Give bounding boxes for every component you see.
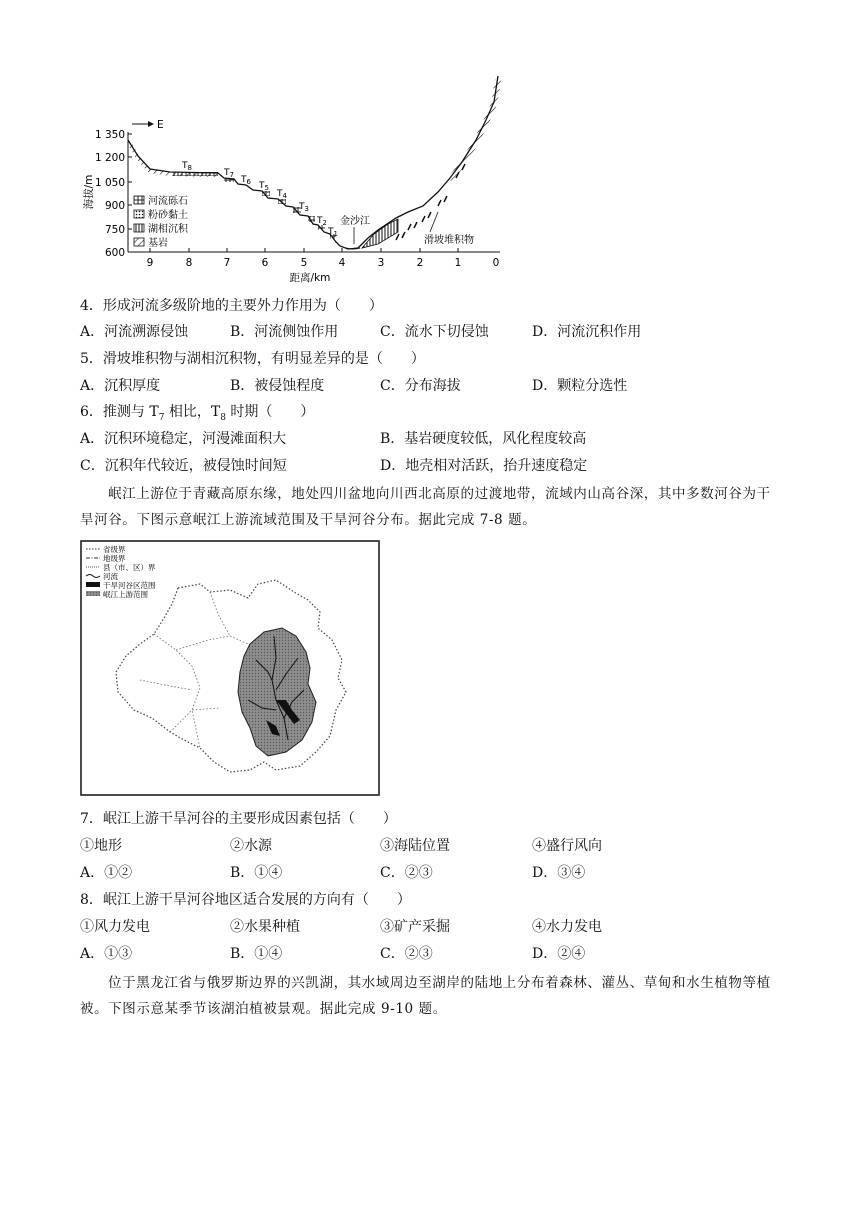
map-legend-item: 岷江上游范围: [103, 590, 148, 599]
q6-stem: 6．推测与 $T_7$ 相比，$T_8$ 时期（ ）: [80, 404, 315, 423]
q5-option-b[interactable]: B．被侵蚀程度: [230, 378, 325, 394]
legend-item: 湖相沉积: [148, 224, 188, 235]
svg-text:0: 0: [492, 257, 500, 269]
terrace-label: $T_3$: [299, 202, 309, 213]
gravel-layer: [173, 172, 218, 176]
q7-option-a[interactable]: A．①②: [80, 865, 133, 881]
svg-text:6: 6: [261, 257, 269, 269]
terrace-label: $T_6$: [241, 175, 251, 186]
minjiang-map-figure: [80, 540, 380, 796]
map-legend-item: 县（市、区）界: [103, 563, 156, 572]
q8-factor-4: ④水力发电: [532, 919, 602, 935]
q6-option-c[interactable]: C．沉积年代较近，被侵蚀时间短: [80, 458, 287, 474]
q8-option-d[interactable]: D．②④: [532, 946, 586, 962]
q8-option-b[interactable]: B．①④: [230, 946, 283, 962]
q8-factor-2: ②水果种植: [230, 919, 300, 935]
x-ticks: [147, 248, 500, 269]
terrace-label: $T_2$: [317, 216, 327, 227]
landslide-label: 滑坡堆积物: [424, 235, 474, 246]
q8-option-a[interactable]: A．①③: [80, 946, 133, 962]
y-ticks: [95, 129, 132, 259]
x-axis-label: 距离/km: [289, 272, 331, 284]
terrace-label: $T_5$: [259, 181, 269, 192]
map-legend-item: 地级界: [103, 554, 126, 563]
svg-text:5: 5: [300, 257, 308, 269]
map-legend-item: 河流: [103, 572, 118, 581]
svg-text:3: 3: [377, 257, 385, 269]
map-legend-item: 省级界: [103, 545, 126, 554]
y-axis-label: 海拔/m: [83, 174, 95, 210]
q4-option-b[interactable]: B．河流侧蚀作用: [230, 324, 339, 340]
q7-factor-1: ①地形: [80, 838, 122, 854]
q7-factor-3: ③海陆位置: [380, 838, 450, 854]
svg-text:1: 1: [454, 257, 462, 269]
svg-text:9: 9: [146, 257, 154, 269]
q7-factor-2: ②水源: [230, 838, 272, 854]
terrace-label: $T_8$: [182, 161, 192, 172]
q4-option-a[interactable]: A．河流溯源侵蚀: [80, 324, 189, 340]
y-tick-label: 1 200: [94, 152, 125, 164]
svg-text:2: 2: [416, 257, 424, 269]
q8-option-c[interactable]: C．②③: [380, 946, 433, 962]
q8-factor-3: ③矿产采掘: [380, 919, 450, 935]
q7-stem: 7．岷江上游干旱河谷的主要形成因素包括（ ）: [80, 811, 397, 827]
right-slope-profile: [358, 76, 498, 248]
q6-option-b[interactable]: B．基岩硬度较低，风化程度较高: [380, 431, 587, 447]
svg-text:7: 7: [223, 257, 231, 269]
map-legend: [84, 544, 156, 602]
y-tick-label: 600: [104, 247, 125, 259]
q7-option-b[interactable]: B．①④: [230, 865, 283, 881]
profile-legend: [134, 194, 189, 249]
bedrock-right: [450, 80, 498, 180]
q4-option-c[interactable]: C．流水下切侵蚀: [380, 324, 489, 340]
svg-text:4: 4: [338, 257, 346, 269]
y-tick-label: 1 350: [94, 129, 125, 141]
q5-stem: 5．滑坡堆积物与湖相沉积物，有明显差异的是（ ）: [80, 351, 425, 367]
legend-item: 粉砂黏土: [148, 210, 188, 221]
q8-stem: 8．岷江上游干旱河谷地区适合发展的方向有（ ）: [80, 892, 411, 908]
q6-option-a[interactable]: A．沉积环境稳定，河漫滩面积大: [80, 431, 287, 447]
q5-option-a[interactable]: A．沉积厚度: [80, 378, 161, 394]
svg-text:8: 8: [185, 257, 193, 269]
terrace-label: $T_4$: [277, 189, 287, 200]
xingkai-passage: 位于黑龙江省与俄罗斯边界的兴凯湖，其水域周边至湖岸的陆地上分布着森林、灌丛、草甸和水生植物等植被。下图示意某季节该湖泊植被景观。据此完成 9-10 题。: [80, 975, 771, 1017]
q4-stem: 4．形成河流多级阶地的主要外力作用为（ ）: [80, 298, 383, 314]
q6-option-d[interactable]: D．地壳相对活跃，抬升速度稳定: [380, 458, 588, 474]
q5-option-d[interactable]: D．颗粒分选性: [532, 378, 628, 394]
q7-factor-4: ④盛行风向: [532, 838, 602, 854]
map-legend-item: 干旱河谷区范围: [103, 581, 156, 590]
direction-arrow: [132, 119, 164, 131]
terrace-label: $T_1$: [328, 227, 338, 238]
y-tick-label: 900: [104, 200, 125, 212]
terrace-profile-figure: [78, 72, 518, 284]
q8-factor-1: ①风力发电: [80, 919, 150, 935]
legend-item: 河流砾石: [148, 196, 188, 207]
q7-option-d[interactable]: D．③④: [532, 865, 586, 881]
q7-option-c[interactable]: C．②③: [380, 865, 433, 881]
legend-item: 基岩: [148, 238, 168, 249]
river-label: 金沙江: [340, 216, 370, 227]
q5-option-c[interactable]: C．分布海拔: [380, 378, 461, 394]
terrace-label: $T_7$: [224, 168, 234, 179]
y-tick-label: 1 050: [94, 177, 125, 189]
minjiang-passage: 岷江上游位于青藏高原东缘，地处四川盆地向川西北高原的过渡地带，流域内山高谷深，其中多数河谷为干旱河谷。下图示意岷江上游流域范围及干旱河谷分布。据此完成 7-8 题。: [80, 486, 771, 528]
q4-option-d[interactable]: D．河流沉积作用: [532, 324, 642, 340]
direction-label: E: [157, 119, 164, 131]
y-tick-label: 750: [104, 224, 125, 236]
